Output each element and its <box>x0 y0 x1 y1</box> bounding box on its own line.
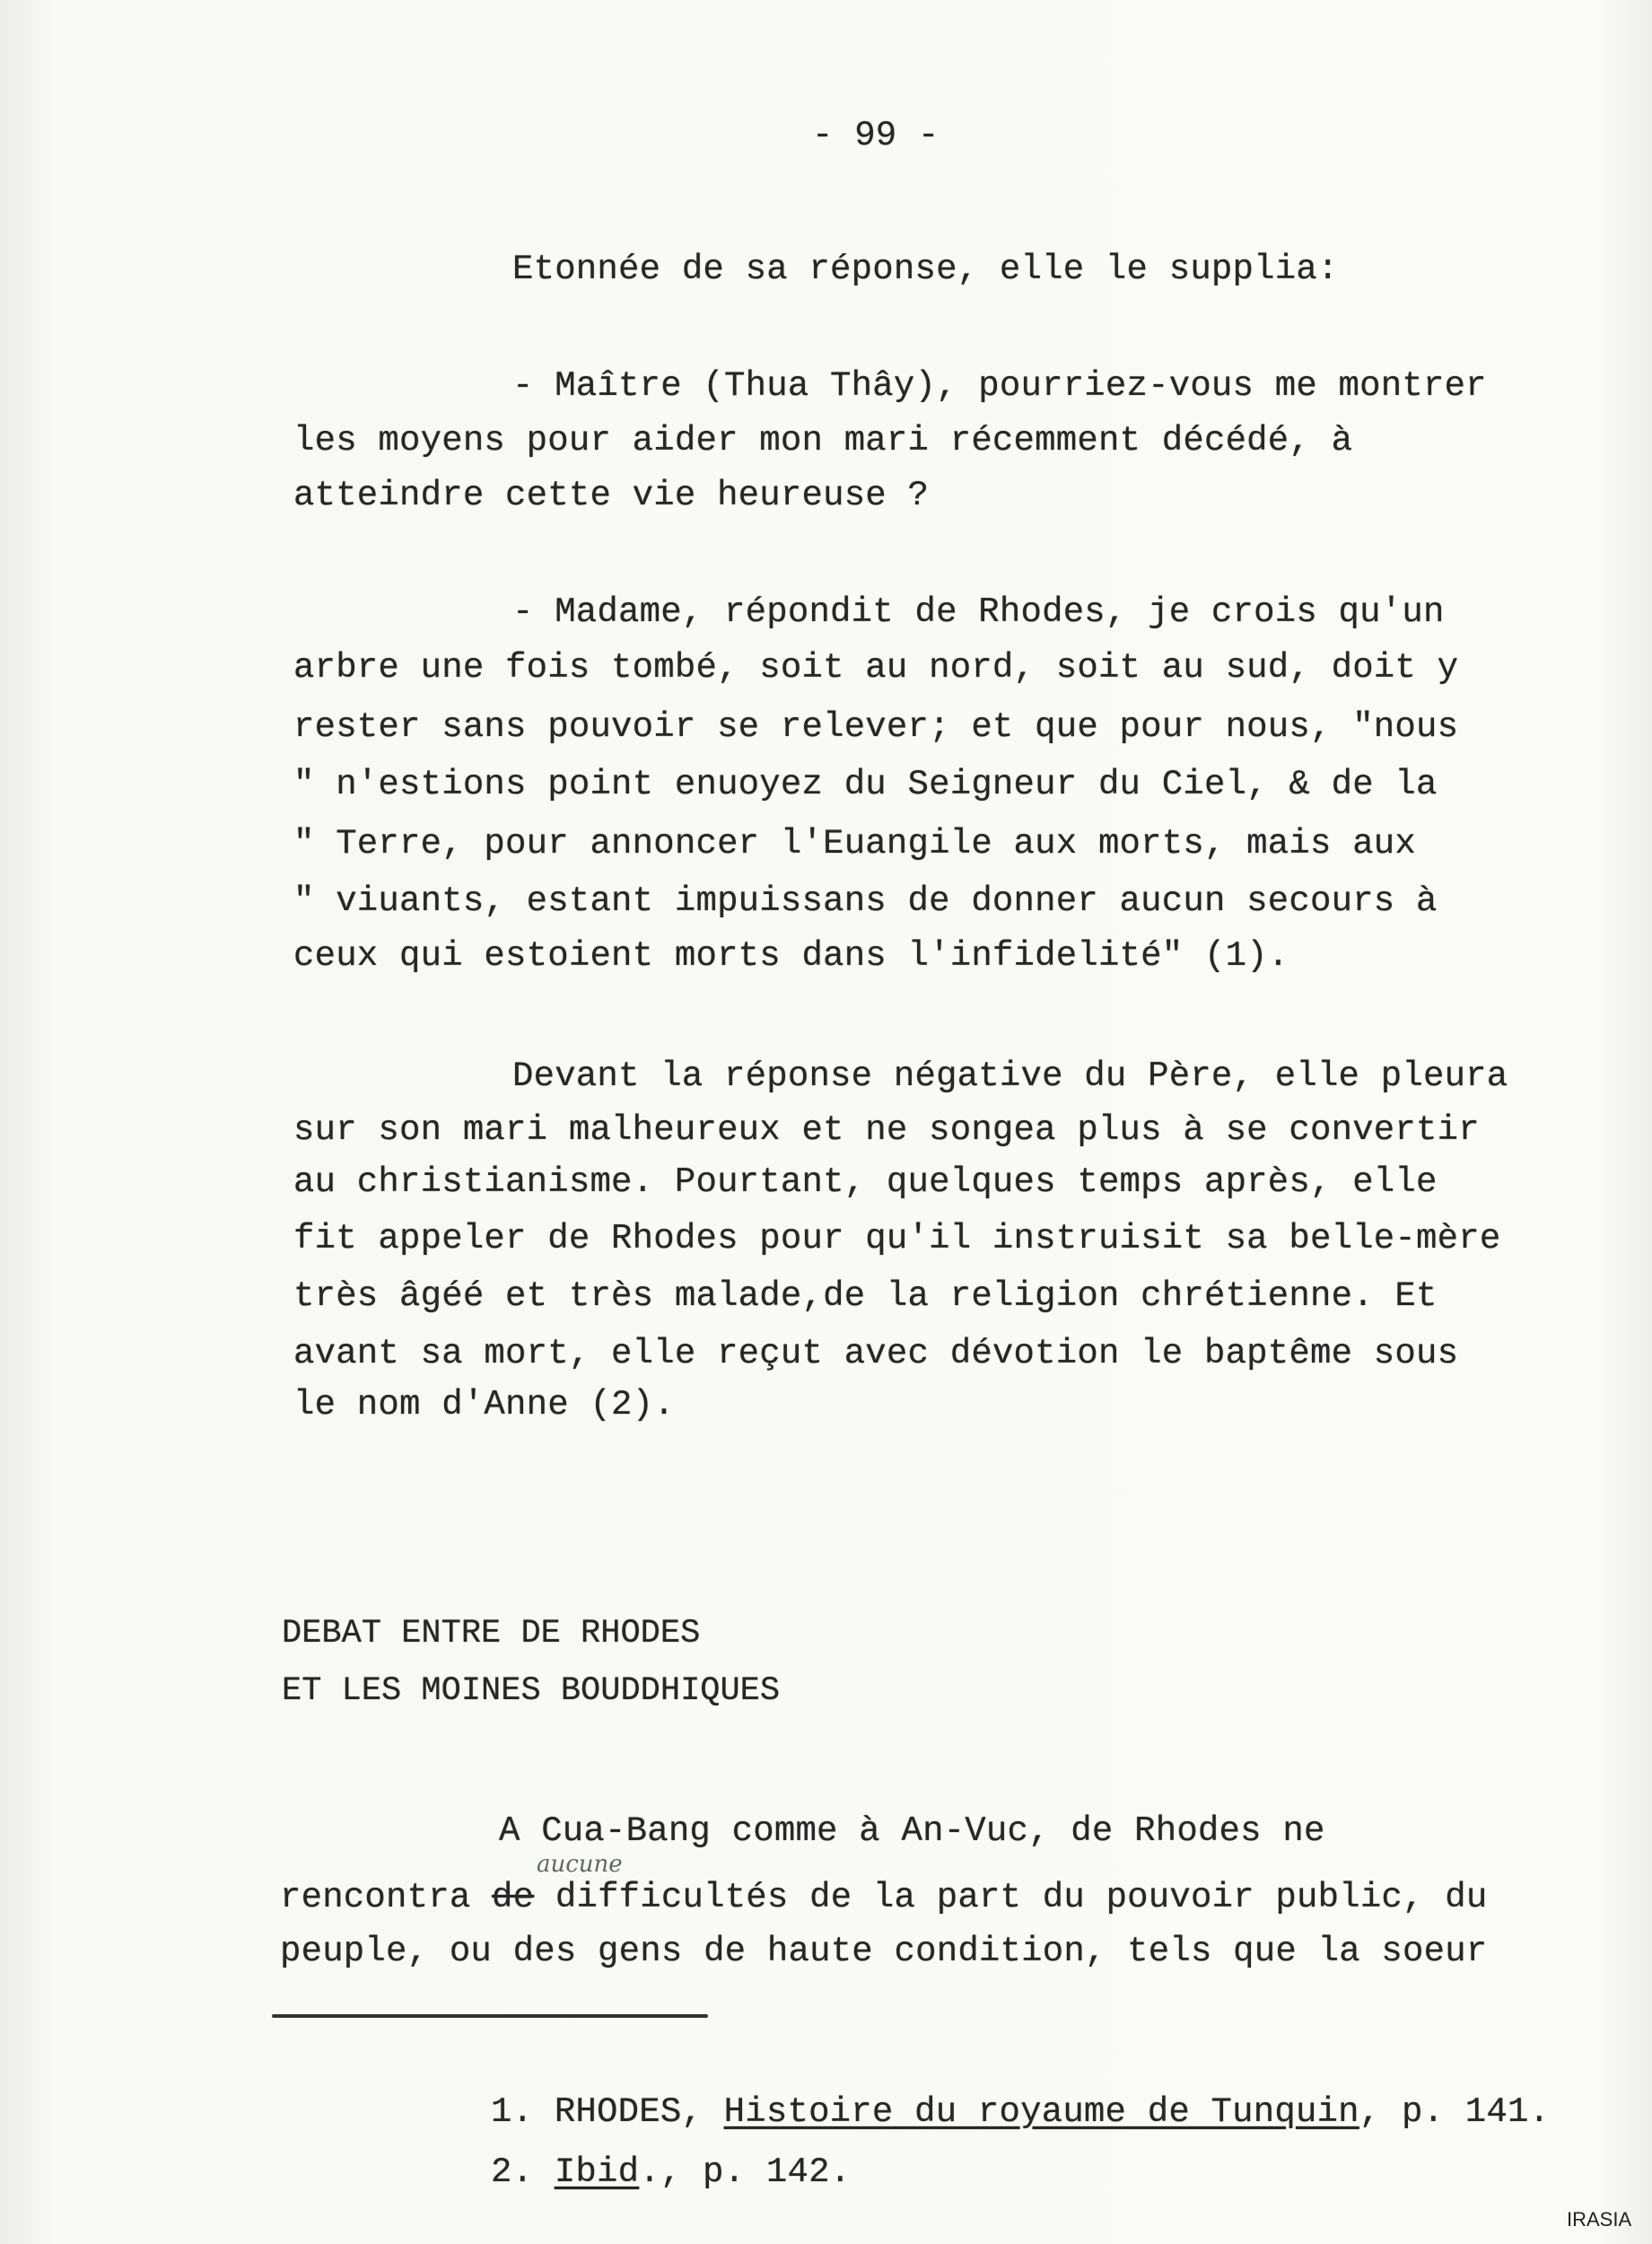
text-line: arbre une fois tombé, soit au nord, soit au sud, doit y <box>293 648 1459 688</box>
text-line: rester sans pouvoir se relever; et que pour nous, "nous <box>293 707 1459 747</box>
text-line: sur son mari malheureux et ne songea plus à se convertir <box>293 1110 1480 1150</box>
footnote-author: RHODES, <box>554 2092 724 2132</box>
watermark: IRASIA <box>1567 2208 1632 2231</box>
text-line: peuple, ou des gens de haute condition, tels que la soeur <box>280 1932 1488 1971</box>
section-heading: ET LES MOINES BOUDDHIQUES <box>282 1672 781 1710</box>
footnote-1 <box>491 2091 1550 2133</box>
text-line: au christianisme. Pourtant, quelques temps après, elle <box>293 1162 1438 1202</box>
text-line: - Maître (Thua Thây), pourriez-vous me montrer <box>512 366 1487 406</box>
text-line: A Cua-Bang comme à An-Vuc, de Rhodes ne <box>499 1811 1325 1851</box>
text-line: ceux qui estoient morts dans l'infidelité" (1). <box>293 936 1289 976</box>
text-line: Devant la réponse négative du Père, elle pleura <box>512 1056 1508 1096</box>
section-heading: DEBAT ENTRE DE RHODES <box>282 1615 701 1652</box>
footnote-page: ., p. 142. <box>639 2152 852 2192</box>
page-number: - 99 - <box>812 116 940 155</box>
footnote-page: , p. 141. <box>1359 2092 1551 2132</box>
text-line: " n'estions point enuoyez du Seigneur du Ciel, & de la <box>293 765 1438 804</box>
text-line: fit appeler de Rhodes pour qu'il instruisit sa belle-mère <box>293 1219 1501 1258</box>
text-line: - Madame, répondit de Rhodes, je crois qu'un <box>512 592 1445 632</box>
text-segment: rencontra <box>280 1878 493 1917</box>
handwritten-correction: aucune <box>537 1851 623 1878</box>
text-line: " Terre, pour annoncer l'Euangile aux morts, mais aux <box>293 824 1417 863</box>
text-line: Etonnée de sa réponse, elle le supplia: <box>512 250 1339 289</box>
text-line: le nom d'Anne (2). <box>293 1385 675 1424</box>
text-line: atteindre cette vie heureuse ? <box>293 476 930 515</box>
footnote-divider <box>272 2014 708 2018</box>
footnote-number: 2. <box>491 2152 555 2192</box>
text-line: avant sa mort, elle reçut avec dévotion le baptême sous <box>293 1334 1459 1373</box>
text-segment: difficultés de la part du pouvoir public, du <box>534 1878 1488 1917</box>
text-line <box>280 1877 1487 1918</box>
text-line: les moyens pour aider mon mari récemment décédé, à <box>293 421 1353 460</box>
footnote-title: Ibid <box>554 2152 640 2192</box>
struck-word: de <box>492 1878 535 1917</box>
text-line: " viuants, estant impuissans de donner aucun secours à <box>293 881 1438 921</box>
footnote-title: Histoire du royaume de Tunquin <box>723 2092 1359 2132</box>
footnote-number: 1. <box>491 2092 555 2132</box>
text-line: très âgéé et très malade,de la religion chrétienne. Et <box>293 1276 1438 1316</box>
footnote-2 <box>491 2152 851 2193</box>
